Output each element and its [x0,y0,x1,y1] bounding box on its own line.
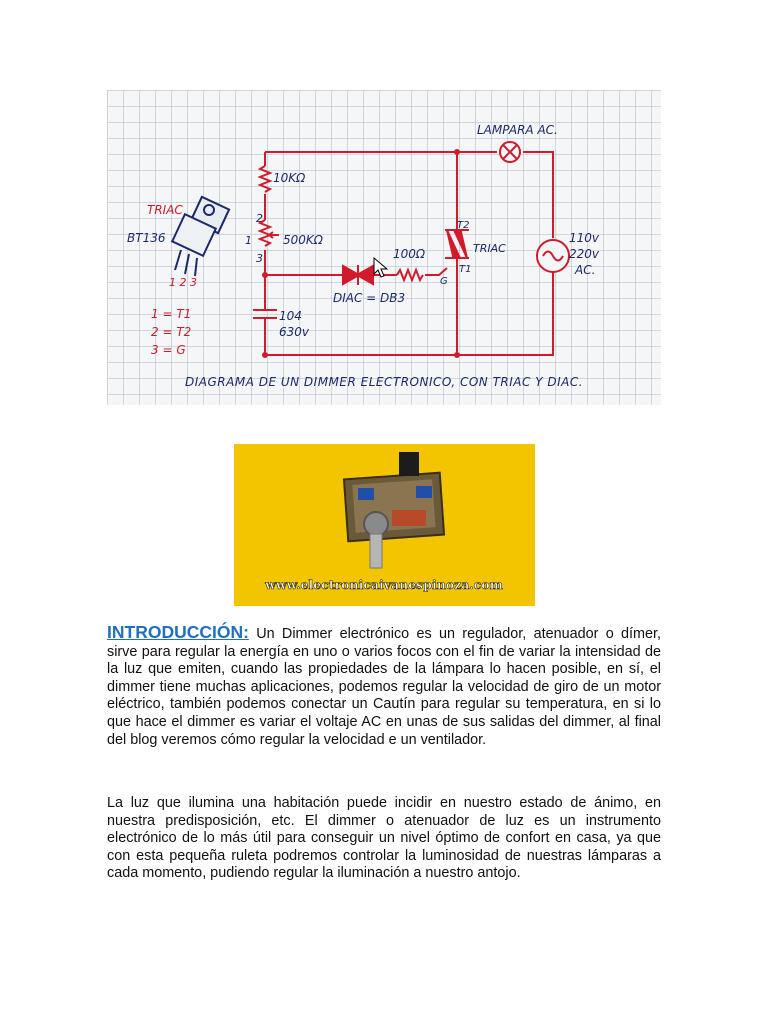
pot-pin-1: 1 [245,234,252,247]
source-voltage-1: 110v [569,231,600,245]
t2-label: T2 [457,220,470,231]
capacitor-value-label: 104 [279,309,302,323]
photo-watermark: www.electronicaivanespinoza.com [265,577,503,592]
triac-part-label: BT136 [127,231,166,245]
gate-label: G [440,276,448,287]
triac-title-label: TRIAC [147,203,183,217]
dimmer-board-photo [234,444,535,606]
lamp-label: LAMPARA AC. [477,123,558,137]
intro-heading: INTRODUCCIÓN: [107,622,249,642]
ac-source-icon [537,240,569,272]
circuit-diagram-image [107,90,661,405]
diac-label: DIAC = DB3 [333,291,406,305]
source-voltage-2: 220v [569,247,600,261]
pot-pin-2: 2 [256,212,263,225]
pot-pin-3: 3 [256,252,263,265]
t1-label: T1 [459,264,472,275]
diac-symbol [343,265,373,285]
pinmap-1: 1 = T1 [151,307,192,321]
capacitor-voltage-label: 630v [279,325,310,339]
second-paragraph: La luz que ilumina una habitación puede incidir en nuestro estado de ánimo, en nuestra predisposición, etc. El dimmer o atenuador de luz es un instrumento electrónico de lo más útil para conseguir un nivel óptimo de confort en casa, ya que con esta pequeña ruleta podremos controlar la luminosidad de nuestras lámparas a cada momento, pudiendo regular la iluminación a nuestro antojo. [107,795,661,882]
pinmap-2: 2 = T2 [151,325,192,339]
source-ac-label: AC. [575,263,596,277]
pinmap-3: 3 = G [151,343,186,357]
intro-paragraph [107,624,661,749]
resistor-10k-label: 10KΩ [273,171,306,185]
diagram-caption: DIAGRAMA DE UN DIMMER ELECTRONICO, CON TRIAC Y DIAC. [185,375,584,389]
triac-symbol-label: TRIAC [473,242,506,255]
intro-text: Un Dimmer electrónico es un regulador, atenuador o dímer, sirve para regular la energía en uno o varios focos con el fin de variar la intensidad de la luz que emiten, cuando las propiedades de la lámpara lo hacen posible, en sí, el dimmer tiene muchas aplicaciones, podemos regular la velocidad de giro de un motor eléctrico, también podemos conectar un Cautín para regular su temperatura, en si lo que hace el dimmer es variar el voltaje AC en unas de sus salidas del dimmer, al final del blog veremos cómo regular la velocidad e un ventilador. [107,626,661,748]
package-pin-numbers: 1 2 3 [169,276,197,289]
potentiometer-label: 500KΩ [283,233,323,247]
resistor-100-label: 100Ω [393,247,426,261]
lamp-icon [500,142,520,162]
